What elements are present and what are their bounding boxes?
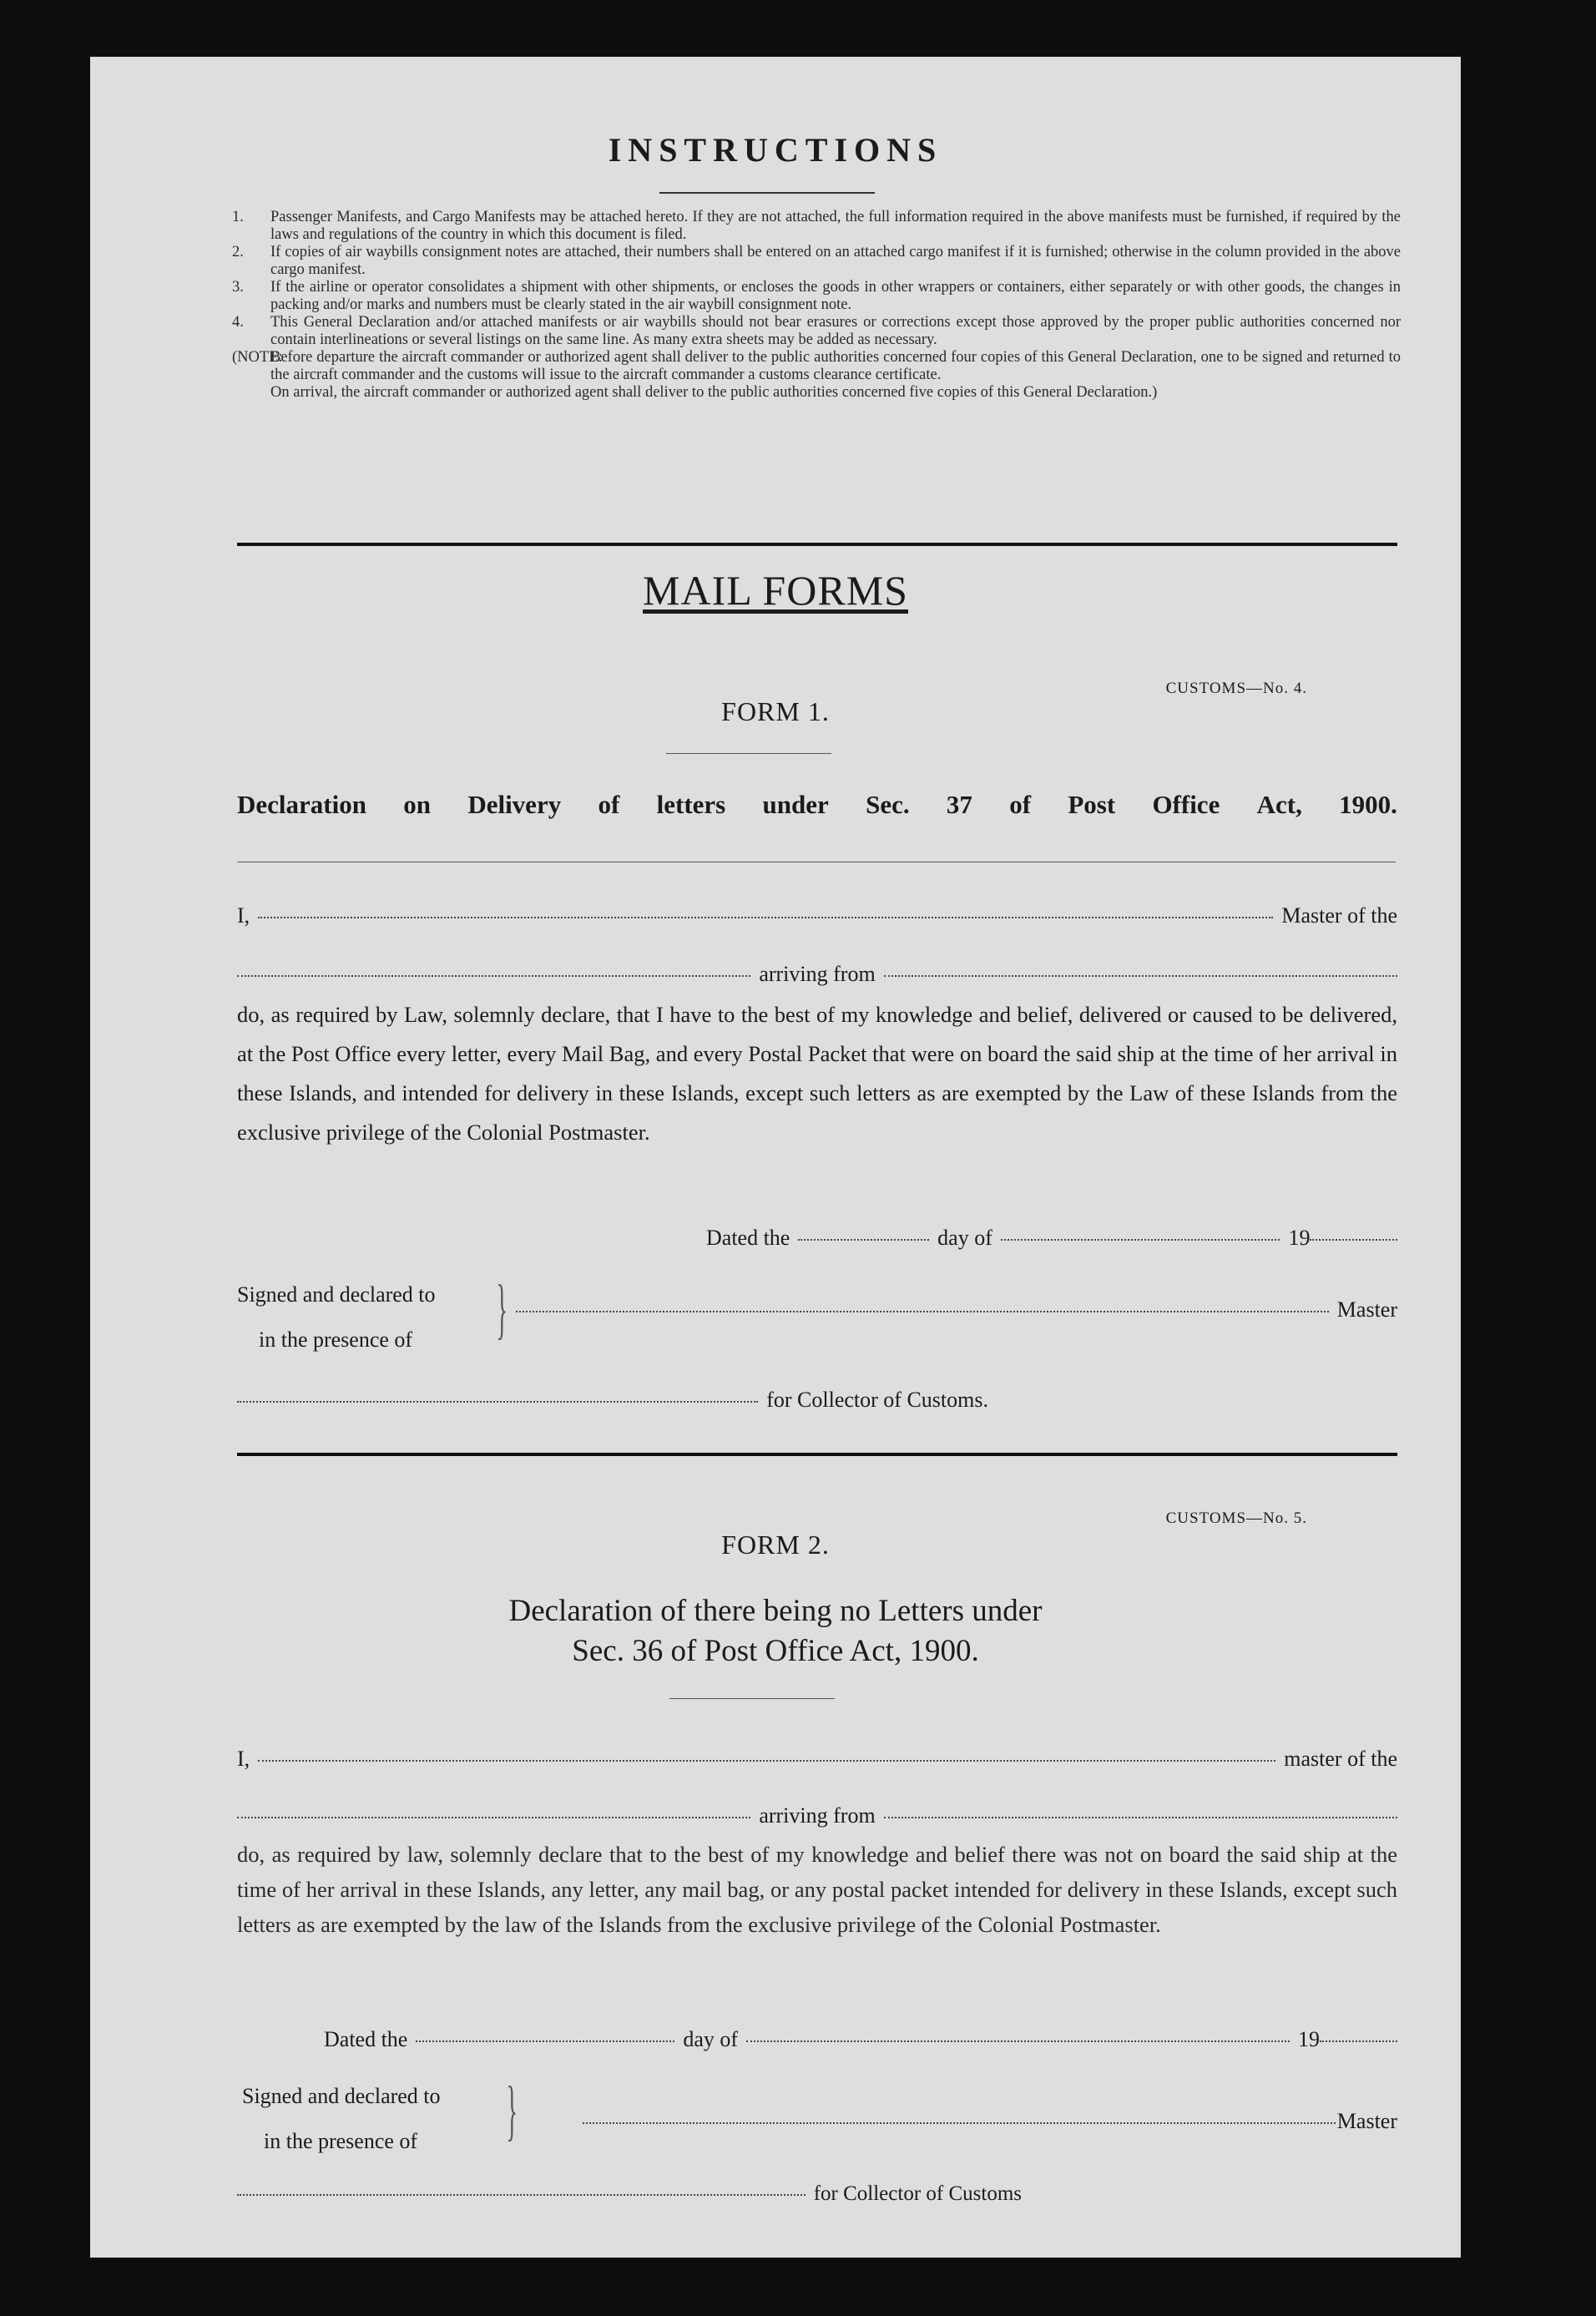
form1-collector-line xyxy=(237,1388,988,1413)
heading-word: Post xyxy=(1068,790,1116,819)
heading-word: of xyxy=(1009,790,1032,819)
form1-body: do, as required by Law, solemnly declare, that I have to the best of my knowledge and belief, delivered or caused to be delivered, at the Post Office every letter, every Mail Bag, and every Postal Packet that were on board the said ship at the time of her arrival in these Islands, and intended for delivery in these Islands, except such letters as are exempted by the Law of these Islands from the exclusive privilege of the Colonial Postmaster. xyxy=(237,1002,1397,1145)
witness-signature-field[interactable] xyxy=(516,1311,1329,1312)
name-field[interactable] xyxy=(258,1760,1275,1762)
form1-title-rule xyxy=(666,753,831,754)
form2-customs-number: CUSTOMS—No. 5. xyxy=(1165,1509,1307,1527)
note-text-arrival: On arrival, the aircraft commander or authorized agent shall deliver to the public authorities concerned five copies of this General Declaration.) xyxy=(270,384,1158,401)
master-label: Master xyxy=(1336,1297,1397,1322)
day-field[interactable] xyxy=(798,1239,929,1241)
form1-arriving-line xyxy=(237,962,1397,987)
form2-name-line xyxy=(237,1747,1397,1772)
heading-word: 1900. xyxy=(1339,790,1397,819)
form1-master-line xyxy=(516,1297,1397,1322)
form1-signed-label xyxy=(237,1272,436,1363)
instructions-underline xyxy=(659,192,875,194)
instruction-item xyxy=(232,314,1401,349)
master-label: Master xyxy=(1336,2109,1397,2133)
form2-title-rule xyxy=(669,1698,835,1699)
heading-word: on xyxy=(403,790,432,819)
form1-name-line xyxy=(237,903,1397,928)
form2-brace: } xyxy=(506,2074,518,2147)
year-label: 19 xyxy=(1288,1226,1311,1250)
presence-of-label: in the presence of xyxy=(259,1327,413,1352)
heading-word: under xyxy=(762,790,829,819)
note-text-departure: Before departure the aircraft commander or authorized agent shall deliver to the public authorities concerned four copies of this General Declaration, one to be signed and returned to the aircraft commander and the customs will issue to the aircraft commander a customs clearance certificate. xyxy=(270,349,1401,383)
form2-arriving-line xyxy=(237,1803,1397,1828)
collector-signature-field[interactable] xyxy=(237,2194,806,2196)
instruction-number: 4. xyxy=(232,314,244,331)
heading-word: Office xyxy=(1152,790,1220,819)
form1-dated-line xyxy=(706,1226,1397,1251)
day-field[interactable] xyxy=(416,2040,674,2042)
instruction-item xyxy=(232,244,1401,279)
instruction-note xyxy=(232,384,1401,402)
heading-word: of xyxy=(598,790,620,819)
form1-declaration-heading xyxy=(237,790,1397,820)
instructions-list xyxy=(232,209,1401,402)
arriving-from-label: arriving from xyxy=(759,962,876,986)
day-of-label: day of xyxy=(937,1226,992,1250)
arriving-from-label: arriving from xyxy=(759,1803,876,1828)
instruction-item xyxy=(232,209,1401,244)
form2-body: do, as required by law, solemnly declare that to the best of my knowledge and belief there was not on board the said ship at the time of her arrival in these Islands, any letter, any mail bag, or any postal packet intended for delivery in these Islands, except such letters as are exempted by the law of the Islands from the exclusive privilege of the Colonial Postmaster. xyxy=(237,1842,1397,1937)
form2-signed-label xyxy=(242,2074,441,2164)
instruction-text: This General Declaration and/or attached manifests or air waybills should not bear erasures or corrections except those approved by the proper public authorities concerned nor contain interlineations or several listings on the same line. As many extra sheets may be added as necessary. xyxy=(270,314,1401,348)
form1-brace: } xyxy=(496,1272,508,1346)
name-field[interactable] xyxy=(258,917,1273,918)
heading-line-1: Declaration of there being no Letters under xyxy=(508,1594,1043,1628)
year-field[interactable] xyxy=(1310,1239,1397,1241)
i-label: I, xyxy=(237,903,250,928)
month-field[interactable] xyxy=(746,2040,1290,2042)
master-of-the-label: master of the xyxy=(1284,1747,1397,1771)
origin-field[interactable] xyxy=(884,975,1397,977)
form2-master-line xyxy=(583,2109,1397,2134)
instruction-number: 3. xyxy=(232,279,244,296)
instruction-item xyxy=(232,279,1401,314)
collector-label: for Collector of Customs. xyxy=(766,1388,988,1412)
instruction-text: If copies of air waybills consignment notes are attached, their numbers shall be entered on an attached cargo manifest if it is furnished; otherwise in the column provided in the above cargo manifest. xyxy=(270,244,1401,278)
instruction-number: 2. xyxy=(232,244,244,260)
collector-signature-field[interactable] xyxy=(237,1401,758,1403)
master-of-the-label: Master of the xyxy=(1281,903,1397,928)
year-field[interactable] xyxy=(1320,2040,1397,2042)
document-sheet xyxy=(90,57,1461,2258)
year-label: 19 xyxy=(1298,2027,1320,2051)
month-field[interactable] xyxy=(1001,1239,1280,1241)
form2-dated-line xyxy=(324,2027,1397,2052)
heading-word: Declaration xyxy=(237,790,366,819)
instruction-note xyxy=(232,349,1401,384)
heading-word: Delivery xyxy=(467,790,562,819)
dated-the-label: Dated the xyxy=(324,2027,408,2051)
dated-the-label: Dated the xyxy=(706,1226,790,1250)
ship-name-field[interactable] xyxy=(237,975,750,977)
form1-customs-number: CUSTOMS—No. 4. xyxy=(1165,680,1307,697)
presence-of-label: in the presence of xyxy=(264,2129,418,2153)
section-divider xyxy=(237,543,1397,546)
day-of-label: day of xyxy=(683,2027,739,2051)
instructions-heading: INSTRUCTIONS xyxy=(608,131,943,169)
form1-title: FORM 1. xyxy=(721,696,830,726)
form2-declaration-heading xyxy=(90,1591,1461,1671)
heading-line-2: Sec. 36 of Post Office Act, 1900. xyxy=(572,1634,979,1668)
instruction-text: Passenger Manifests, and Cargo Manifests may be attached hereto. If they are not attached, the full information required in the above manifests must be furnished, if required by the laws and regulations of the country in which this document is filed. xyxy=(270,209,1401,243)
i-label: I, xyxy=(237,1747,250,1771)
signed-declared-label: Signed and declared to xyxy=(237,1282,436,1307)
heading-word: Act, xyxy=(1256,790,1302,819)
form2-title: FORM 2. xyxy=(721,1530,830,1560)
instruction-text: If the airline or operator consolidates a shipment with other shipments, or encloses the goods in other wrappers or containers, either separately or with other goods, the changes in packing and/or marks and numbers must be clearly stated in the air waybill consignment note. xyxy=(270,279,1401,313)
form-divider xyxy=(237,1453,1397,1456)
note-prefix: (NOTE: xyxy=(232,349,283,366)
mail-forms-title: MAIL FORMS xyxy=(643,567,908,614)
form2-collector-line xyxy=(237,2182,1022,2206)
signed-declared-label: Signed and declared to xyxy=(242,2084,441,2108)
origin-field[interactable] xyxy=(884,1817,1397,1818)
heading-word: Sec. xyxy=(866,790,910,819)
instruction-number: 1. xyxy=(232,209,244,225)
collector-label: for Collector of Customs xyxy=(813,2182,1022,2205)
heading-word: 37 xyxy=(946,790,972,819)
ship-name-field[interactable] xyxy=(237,1817,750,1818)
heading-word: letters xyxy=(656,790,726,819)
witness-signature-field[interactable] xyxy=(583,2122,1336,2124)
